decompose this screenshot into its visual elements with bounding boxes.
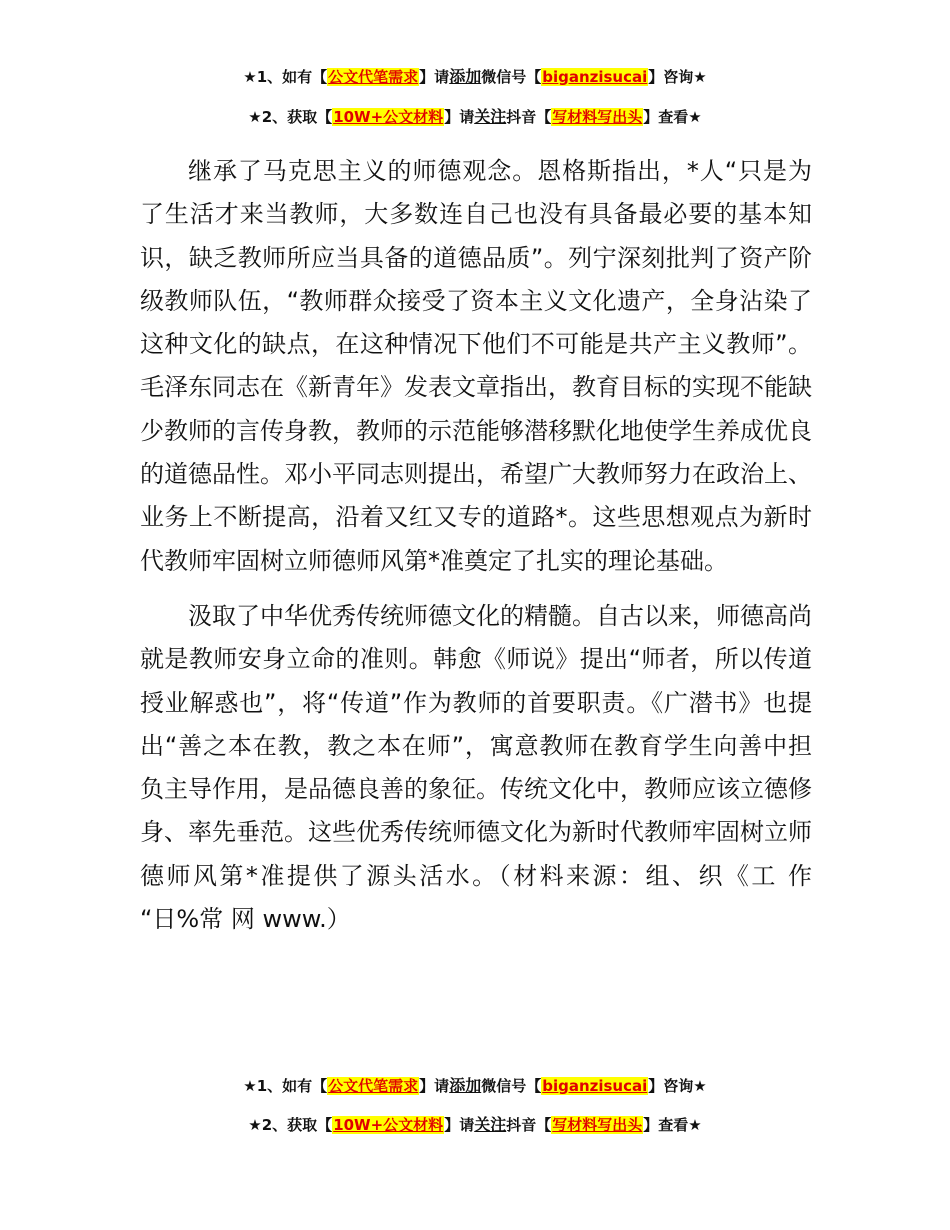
promo-emphasis: 添加: [449, 67, 482, 86]
promo-highlight-wechat-id: biganzisucai: [542, 68, 648, 86]
paragraph-marxist-ethics: 继承了马克思主义的师德观念。恩格斯指出，*人“只是为了生活才来当教师，大多数连自己也没有具备最必要的基本知识，缺乏教师所应当具备的道德品质”。列宁深刻批判了资产阶级教师队伍，“教师群众接受了资本主义文化遗产，全身沾染了这种文化的缺点，在这种情况下他们不可能是共产主义教师”。毛泽东同志在《新青年》发表文章指出，教育目标的实现不能缺少教师的言传身教，教师的示范能够潜移默化地使学生养成优良的道德品性。邓小平同志则提出，希望广大教师努力在政治上、业务上不断提高，沿着又红又专的道路*。这些思想观点为新时代教师牢固树立师德师风第*准奠定了扎实的理论基础。: [140, 157, 812, 575]
promo-highlight-materials: 10W+公文材料: [333, 108, 444, 126]
promo-prefix: ★1、如有【: [243, 1077, 328, 1095]
promo-suffix: 】查看★: [643, 108, 702, 126]
promo-highlight-wechat-id: biganzisucai: [542, 1077, 648, 1095]
footer-promo-line-2: [0, 1114, 950, 1136]
promo-emphasis: 添加: [449, 1076, 482, 1095]
promo-suffix: 】咨询★: [648, 68, 707, 86]
promo-highlight-materials: 10W+公文材料: [333, 1116, 444, 1134]
promo-text: 】请: [419, 68, 450, 86]
promo-text: 抖音【: [506, 108, 552, 126]
promo-prefix: ★2、获取【: [248, 108, 333, 126]
promo-text: 】请: [419, 1077, 450, 1095]
promo-text: 】请: [444, 108, 475, 126]
document-body: [140, 150, 812, 941]
promo-highlight-douyin-id: 写材料写出头: [552, 108, 643, 126]
promo-suffix: 】查看★: [643, 1116, 702, 1134]
header-promo-line-1: [0, 66, 950, 88]
promo-text: 微信号【: [481, 68, 542, 86]
promo-highlight-service: 公文代笔需求: [328, 1077, 419, 1095]
promo-prefix: ★1、如有【: [243, 68, 328, 86]
header-promo-line-2: [0, 106, 950, 128]
promo-emphasis: 关注: [474, 1115, 507, 1134]
promo-prefix: ★2、获取【: [248, 1116, 333, 1134]
promo-text: 微信号【: [481, 1077, 542, 1095]
promo-suffix: 】咨询★: [648, 1077, 707, 1095]
promo-highlight-douyin-id: 写材料写出头: [552, 1116, 643, 1134]
promo-highlight-service: 公文代笔需求: [328, 68, 419, 86]
promo-emphasis: 关注: [474, 107, 507, 126]
promo-text: 】请: [444, 1116, 475, 1134]
footer-promo-line-1: [0, 1075, 950, 1097]
paragraph-traditional-culture: 汲取了中华优秀传统师德文化的精髓。自古以来，师德高尚就是教师安身立命的准则。韩愈《师说》提出“师者，所以传道授业解惑也”，将“传道”作为教师的首要职责。《广潜书》也提出“善之本在教，教之本在师”，寓意教师在教育学生向善中担负主导作用，是品德良善的象征。传统文化中，教师应该立德修身、率先垂范。这些优秀传统师德文化为新时代教师牢固树立师德师风第*准提供了源头活水。（材料来源：组、织《工 作 “日%常 网 www.）: [140, 601, 812, 934]
promo-text: 抖音【: [506, 1116, 552, 1134]
